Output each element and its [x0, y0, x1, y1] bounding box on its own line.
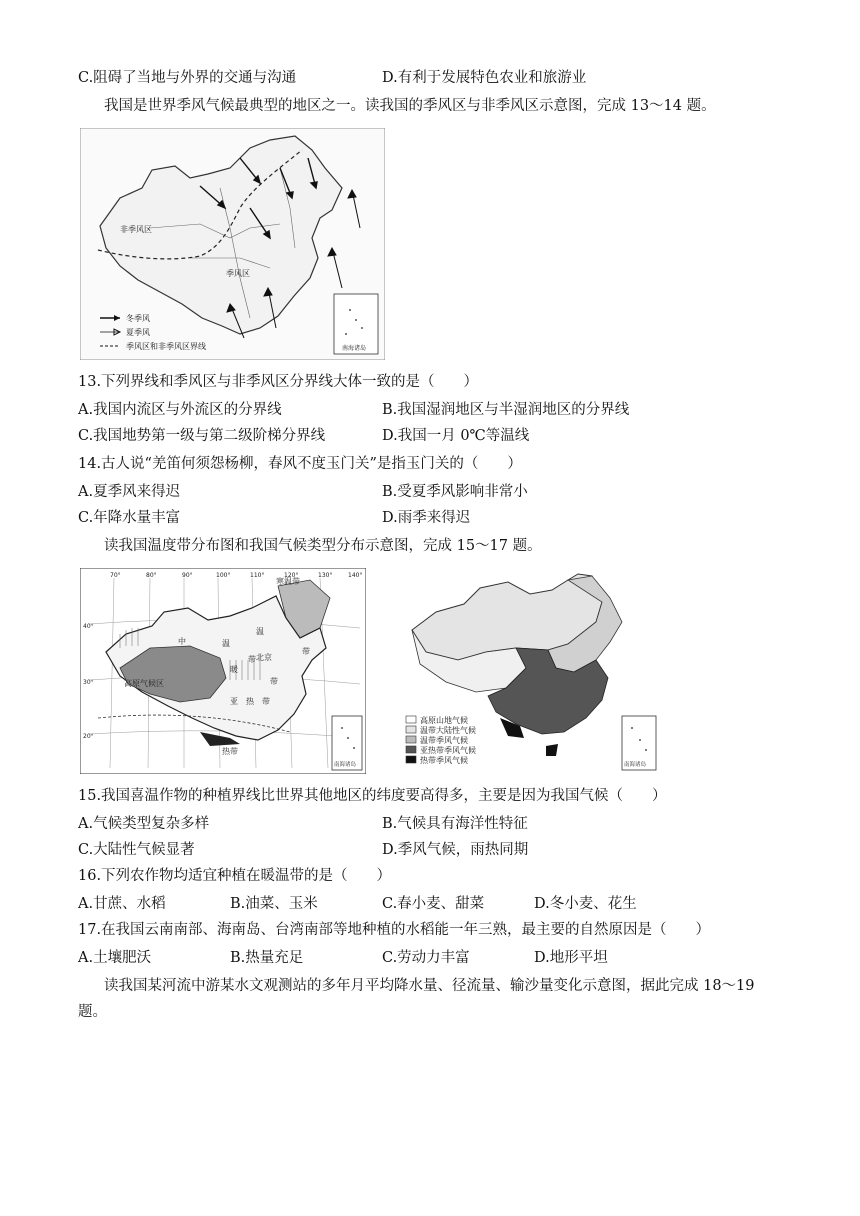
- svg-text:140°: 140°: [348, 572, 363, 579]
- svg-text:南海诸岛: 南海诸岛: [334, 762, 357, 768]
- q17-option-d: D.地形平坦: [534, 950, 608, 966]
- intro-18-19-cont: 题。: [78, 1004, 107, 1020]
- svg-text:120°: 120°: [284, 572, 299, 579]
- q17-stem: 17.在我国云南南部、海南岛、台湾南部等地种植的水稻能一年三熟，最主要的自然原因是（ ）: [78, 922, 711, 938]
- svg-text:40°: 40°: [83, 623, 94, 630]
- temperature-zone-map: [80, 568, 366, 774]
- climate-type-map: [396, 568, 662, 774]
- inset-label-1: 南海诸岛: [342, 345, 367, 352]
- svg-text:带: 带: [302, 647, 310, 656]
- q12-option-c: C.阻碍了当地与外界的交通与沟通: [78, 70, 297, 86]
- q13-option-b: B.我国湿润地区与半湿润地区的分界线: [382, 402, 630, 418]
- svg-text:100°: 100°: [216, 572, 231, 579]
- legend-climate-3: 亚热带季风气候: [420, 746, 476, 755]
- q13-option-d: D.我国一月 0℃等温线: [382, 428, 530, 444]
- q16-stem: 16.下列农作物均适宜种植在暖温带的是（ ）: [78, 868, 392, 884]
- label-monsoon: 季风区: [226, 269, 250, 278]
- intro-13-14: 我国是世界季风气候最典型的地区之一。读我国的季风区与非季风区示意图，完成 13～14 题。: [104, 98, 716, 114]
- q17-option-b: B.热量充足: [230, 950, 304, 966]
- q15-option-a: A.气候类型复杂多样: [78, 816, 210, 832]
- monsoon-region-map: [80, 128, 385, 360]
- legend-winter: 冬季风: [126, 314, 150, 323]
- intro-15-17: 读我国温度带分布图和我国气候类型分布示意图，完成 15～17 题。: [104, 538, 542, 554]
- legend-climate-4: 热带季风气候: [420, 756, 468, 765]
- legend-boundary: 季风区和非季风区界线: [126, 342, 206, 351]
- q15-option-b: B.气候具有海洋性特征: [382, 816, 528, 832]
- label-beijing: 北京: [256, 653, 272, 662]
- svg-text:温: 温: [256, 627, 264, 636]
- svg-text:暖: 暖: [230, 665, 238, 674]
- svg-text:亚: 亚: [230, 697, 238, 706]
- label-plateau: 高原气候区: [124, 679, 164, 688]
- q12-option-d: D.有利于发展特色农业和旅游业: [382, 70, 587, 86]
- svg-text:南海诸岛: 南海诸岛: [624, 762, 647, 768]
- q15-stem: 15.我国喜温作物的种植界线比世界其他地区的纬度要高得多，主要是因为我国气候（ ）: [78, 788, 667, 804]
- q13-option-c: C.我国地势第一级与第二级阶梯分界线: [78, 428, 326, 444]
- legend-climate-2: 温带季风气候: [420, 736, 468, 745]
- q14-option-c: C.年降水量丰富: [78, 510, 181, 526]
- svg-text:20°: 20°: [83, 733, 94, 740]
- svg-text:90°: 90°: [182, 572, 193, 579]
- q13-stem: 13.下列界线和季风区与非季风区分界线大体一致的是（ ）: [78, 374, 479, 390]
- q17-option-c: C.劳动力丰富: [382, 950, 470, 966]
- q16-option-b: B.油菜、玉米: [230, 896, 318, 912]
- svg-text:中: 中: [178, 637, 186, 646]
- svg-text:80°: 80°: [146, 572, 157, 579]
- q14-stem: 14.古人说“羌笛何须怨杨柳，春风不度玉门关”是指玉门关的（ ）: [78, 456, 522, 472]
- q16-option-a: A.甘蔗、水稻: [78, 896, 166, 912]
- svg-text:30°: 30°: [83, 679, 94, 686]
- svg-text:带: 带: [248, 655, 256, 664]
- q16-option-d: D.冬小麦、花生: [534, 896, 637, 912]
- q13-option-a: A.我国内流区与外流区的分界线: [78, 402, 282, 418]
- svg-text:70°: 70°: [110, 572, 121, 579]
- legend-summer: 夏季风: [126, 328, 150, 337]
- label-nonmonsoon: 非季风区: [120, 225, 152, 234]
- q14-option-b: B.受夏季风影响非常小: [382, 484, 528, 500]
- label-tropic: 热带: [222, 747, 238, 756]
- svg-text:130°: 130°: [318, 572, 333, 579]
- svg-text:温: 温: [222, 639, 230, 648]
- svg-text:110°: 110°: [250, 572, 265, 579]
- label-cold-temperate: 寒温带: [276, 577, 300, 586]
- q15-option-d: D.季风气候，雨热同期: [382, 842, 529, 858]
- q14-option-d: D.雨季来得迟: [382, 510, 471, 526]
- svg-text:带: 带: [262, 697, 270, 706]
- q17-option-a: A.土壤肥沃: [78, 950, 152, 966]
- svg-text:热: 热: [246, 697, 254, 706]
- svg-text:带: 带: [270, 677, 278, 686]
- q14-option-a: A.夏季风来得迟: [78, 484, 181, 500]
- legend-climate-1: 温带大陆性气候: [420, 726, 476, 735]
- q15-option-c: C.大陆性气候显著: [78, 842, 195, 858]
- intro-18-19: 读我国某河流中游某水文观测站的多年月平均降水量、径流量、输沙量变化示意图，据此完成 18～19: [104, 978, 755, 994]
- legend-climate-0: 高原山地气候: [420, 716, 468, 725]
- q16-option-c: C.春小麦、甜菜: [382, 896, 485, 912]
